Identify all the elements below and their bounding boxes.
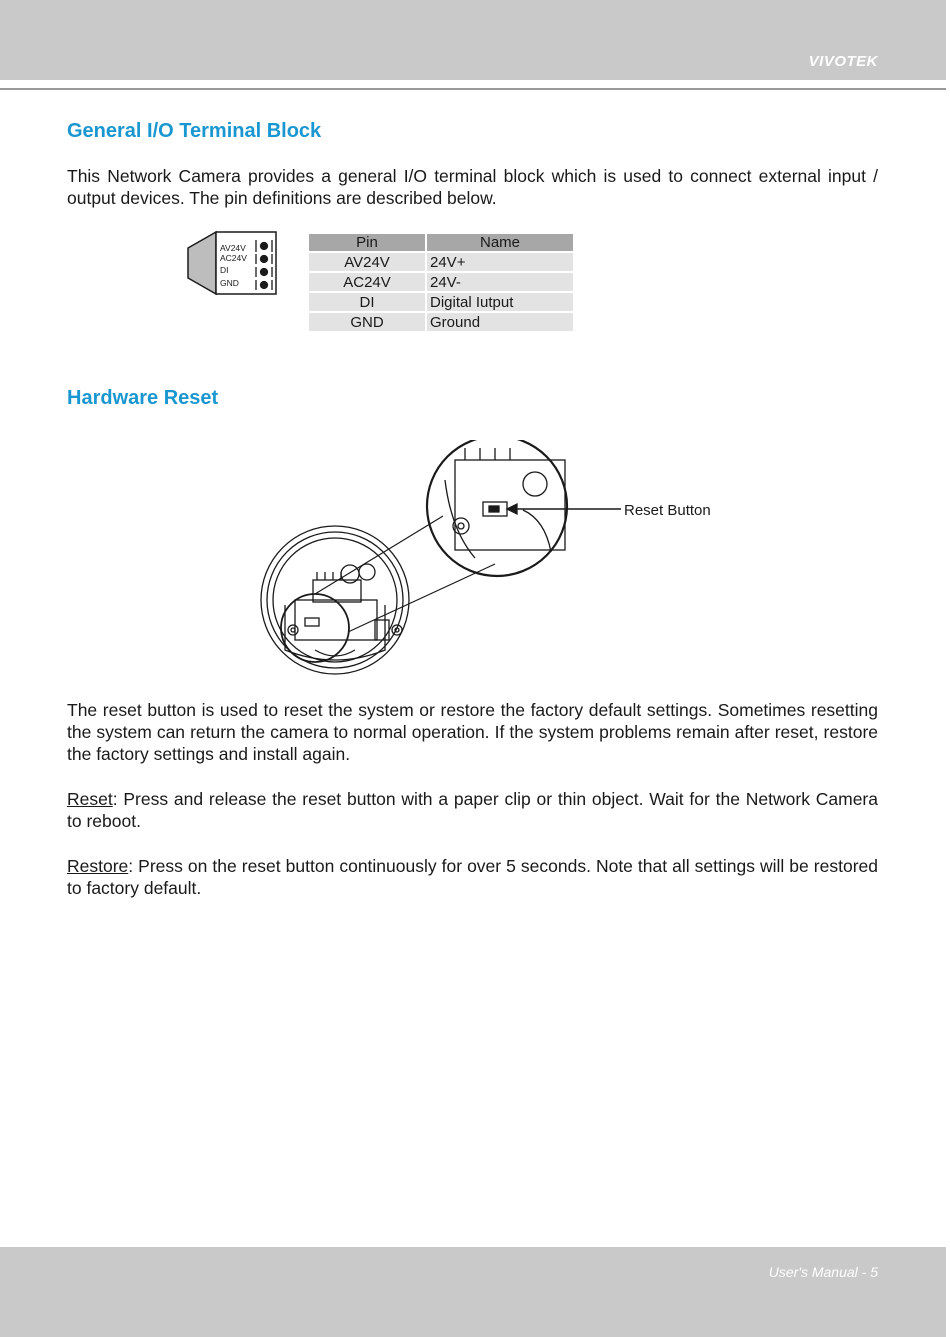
restore-text: : Press on the reset button continuously for over 5 seconds. Note that all settings will be restored to factory default. [67, 856, 878, 898]
terminal-label-di: DI [220, 265, 229, 275]
table-row [309, 293, 573, 311]
terminal-block-illustration [186, 230, 278, 296]
table-row [309, 253, 573, 271]
name-cell: Ground [427, 313, 573, 331]
brand-name: VIVOTEK [808, 53, 878, 70]
section-title-reset: Hardware Reset [67, 387, 219, 409]
name-cell: Digital Iutput [427, 293, 573, 311]
name-cell: 24V- [427, 273, 573, 291]
page-number: User's Manual - 5 [768, 1264, 878, 1280]
reset-button-callout: Reset Button [624, 502, 711, 519]
terminal-label-av24v: AV24V [220, 243, 246, 253]
pin-cell: AC24V [309, 273, 425, 291]
restore-instruction [67, 855, 878, 899]
header-rule [0, 88, 946, 90]
camera-reset-illustration [255, 440, 625, 680]
header-band [0, 0, 946, 80]
reset-text: : Press and release the reset button with a paper clip or thin object. Wait for the Network Camera to reboot. [67, 789, 878, 831]
pin-definition-table [307, 232, 575, 333]
pin-cell: DI [309, 293, 425, 311]
terminal-label-ac24v: AC24V [220, 253, 247, 263]
column-header-pin: Pin [309, 234, 425, 251]
io-intro: This Network Camera provides a general I/O terminal block which is used to connect external input / output devices. The pin definitions are described below. [67, 166, 878, 208]
name-cell: 24V+ [427, 253, 573, 271]
reset-instruction [67, 788, 878, 832]
footer-band [0, 1247, 946, 1337]
pin-cell: GND [309, 313, 425, 331]
column-header-name: Name [427, 234, 573, 251]
reset-intro: The reset button is used to reset the system or restore the factory default settings. Sometimes resetting the system can return the camera to normal operation. If the system problems remain after reset, restore the factory settings and install again. [67, 700, 878, 764]
reset-term: Reset [67, 789, 113, 809]
table-row [309, 273, 573, 291]
restore-term: Restore [67, 856, 129, 876]
pin-cell: AV24V [309, 253, 425, 271]
section-title-io: General I/O Terminal Block [67, 120, 322, 142]
terminal-label-gnd: GND [220, 278, 239, 288]
table-row [309, 313, 573, 331]
